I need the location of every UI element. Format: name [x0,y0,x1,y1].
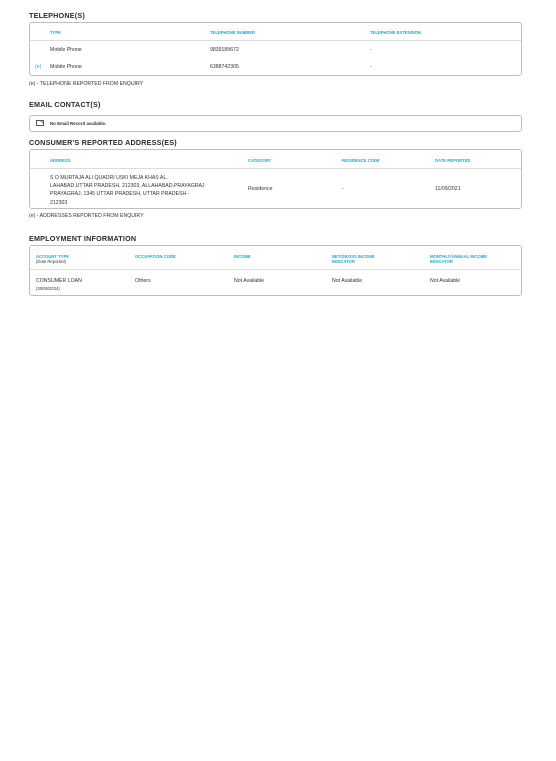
address-line: 212303 [50,199,68,206]
header-divider [30,168,521,169]
telephones-table [29,22,522,76]
phone-type: Mobile Phone [50,64,82,70]
email-empty-text: No Email Record available. [50,121,107,126]
employment-table [29,245,522,296]
phone-number: 9839189672 [210,47,239,53]
header-date-reported: DATE REPORTED [435,158,471,163]
header-residence-code: RESIDENCE CODE [342,158,380,163]
telephones-title: TELEPHONE(S) [29,11,85,20]
addresses-table [29,149,522,209]
employment-income: Not Available [234,278,265,284]
employment-account-type: CONSUMER LOAN [36,278,82,284]
residence-code: - [342,186,344,192]
header-account-type: ACCOUNT TYPE [36,254,70,259]
header-telephone-number: TELEPHONE NUMBER [210,30,256,35]
phone-extension: - [370,64,372,70]
enquiry-marker: (e) [35,64,42,70]
employment-monthly-annual: Not Available [430,278,461,284]
header-date-reported-sub: (Date Reported) [36,259,67,264]
employment-date-reported: (30/06/2024) [36,286,60,291]
header-net-gross-2: INDICATOR [332,259,355,264]
employment-net-gross: Not Available [332,278,363,284]
mail-icon [36,120,44,126]
address-date-reported: 11/09/2021 [435,186,461,192]
header-divider [30,40,521,41]
phone-number: 6388742305 [210,64,239,70]
header-category: CATEGORY [248,158,272,163]
header-occupation-code: OCCUPATION CODE [135,254,176,259]
addresses-title: CONSUMER'S REPORTED ADDRESS(ES) [29,138,177,147]
address-line: PRAYAGRAJ, 1345 UTTAR PRADESH, UTTAR PRADESH - [50,191,190,198]
header-monthly-annual: MONTHLY/ANNUAL INCOME [430,254,487,259]
address-note: (e) - ADDRESSES REPORTED FROM ENQUIRY [29,213,144,219]
header-divider [30,269,521,270]
header-monthly-annual-2: INDICATOR [430,259,453,264]
employment-occupation: Others [135,278,151,284]
phone-type: Mobile Phone [50,47,82,53]
phone-extension: - [370,47,372,53]
address-text [50,174,240,207]
telephone-note: (e) - TELEPHONE REPORTED FROM ENQUIRY [29,81,144,87]
email-title: EMAIL CONTACT(S) [29,100,101,109]
address-category: Residence [248,186,273,192]
address-line: LAHABAD,UTTAR PRADESH, 212303, ALLAHABAD,PRAYAGRAJ [50,183,205,190]
header-telephone-extension: TELEPHONE EXTENSION [370,30,421,35]
employment-title: EMPLOYMENT INFORMATION [29,234,137,243]
header-income: INCOME [234,254,251,259]
header-net-gross: NET/GROSS INCOME [332,254,375,259]
header-address: ADDRESS [50,158,71,163]
address-line: S O MURTAJA ALI QUADRI USKI MEJA KHAS AL. [50,175,168,181]
header-type: TYPE [50,30,61,35]
email-box [29,115,522,132]
